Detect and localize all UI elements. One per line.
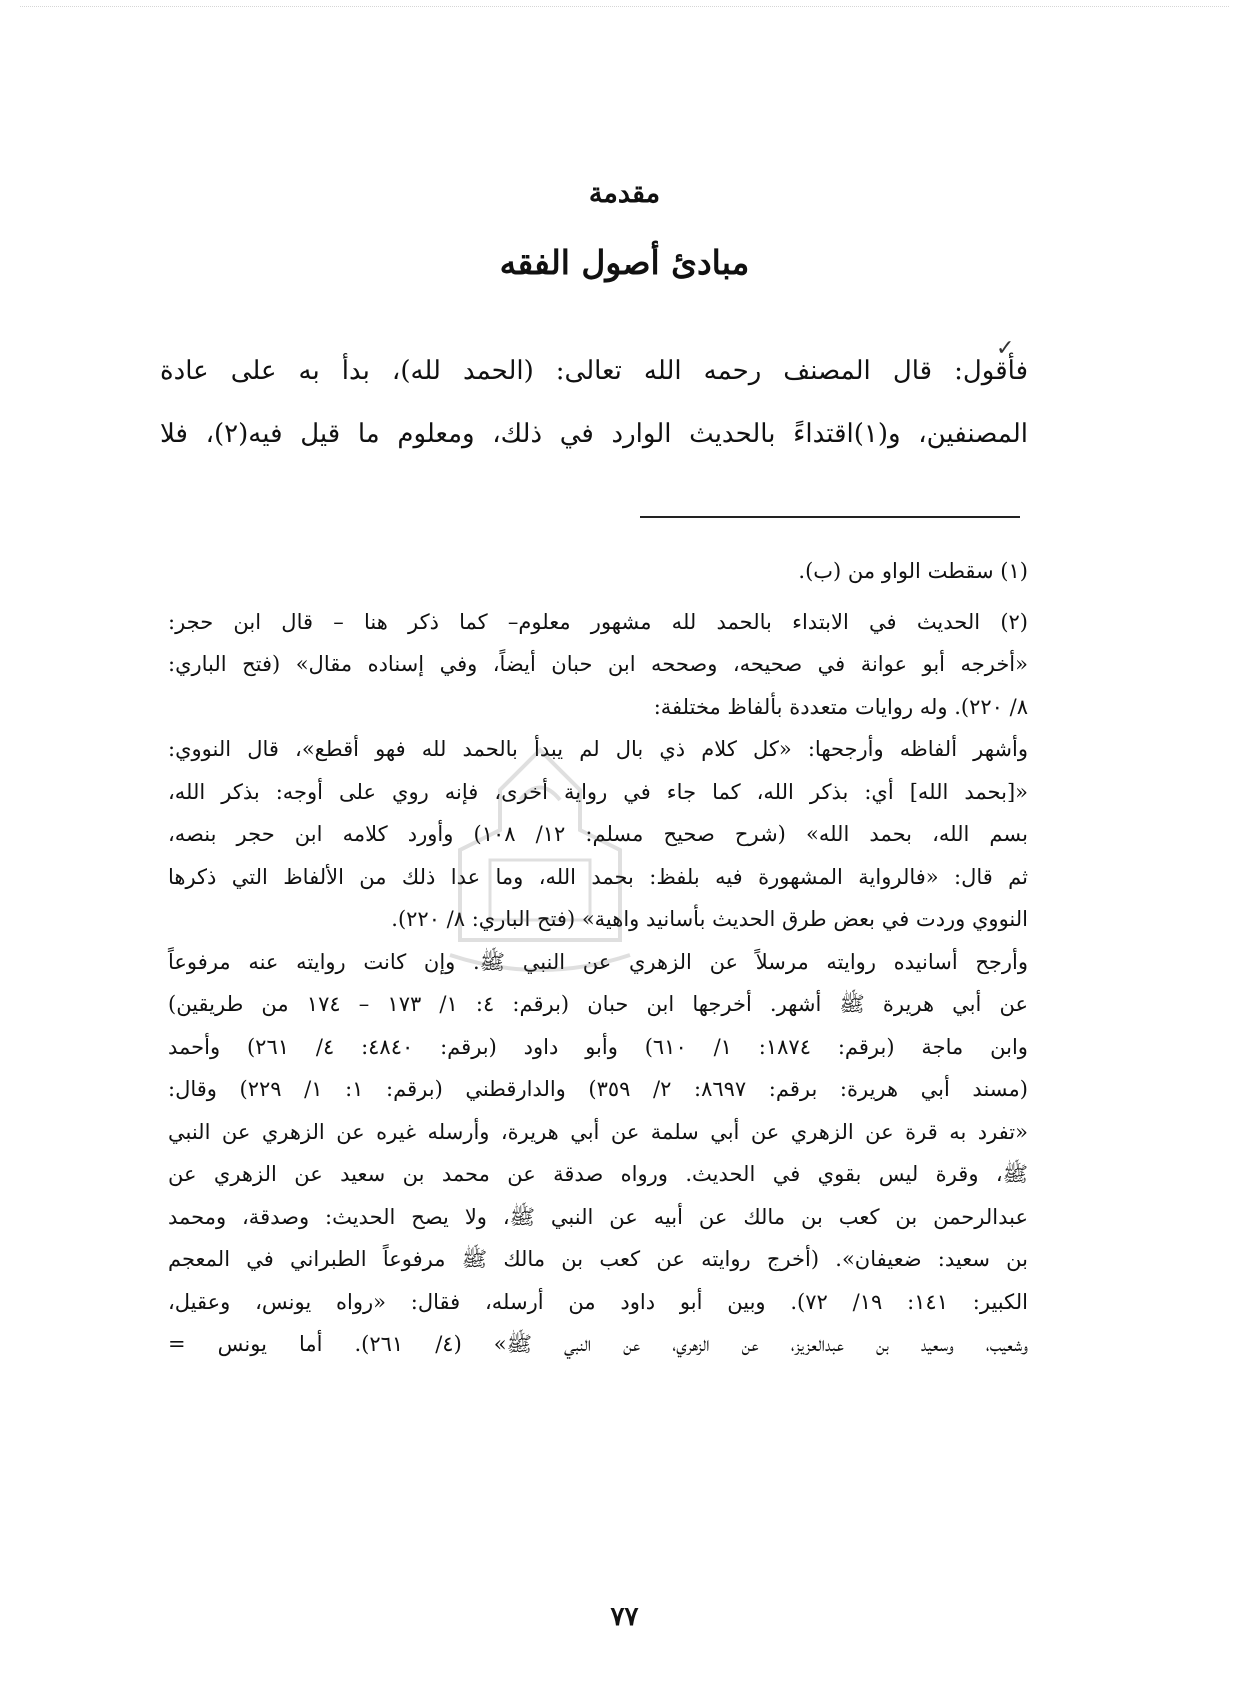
footnote-2-line: (مسند أبي هريرة: برقم: ٨٦٩٧: ٢/ ٣٥٩) والدارقطني (برقم: ١: ١/ ٢٢٩) وقال: <box>168 1077 1028 1101</box>
footnote-2-line: وأشهر ألفاظه وأرجحها: «كل كلام ذي بال لم يبدأ بالحمد لله فهو أقطع»، قال النووي: <box>168 737 1028 761</box>
footnote-2-line: بسم الله، بحمد الله» (شرح صحيح مسلم: ١٢/ ١٠٨) وأورد كلامه ابن حجر بنصه، <box>168 822 1028 846</box>
footnote-2-line: عن أبي هريرة ﷺ أشهر. أخرجها ابن حبان (برقم: ٤: ١/ ١٧٣ – ١٧٤ من طريقين) <box>168 992 1028 1016</box>
body-line: فأقول: قال المصنف رحمه الله تعالى: (الحمد لله)، بدأ به على عادة <box>160 356 1028 386</box>
footnote-2-line: ٨/ ٢٢٠). وله روايات متعددة بألفاظ مختلفة: <box>653 694 1028 719</box>
footnote-2-line: الكبير: ١٤١: ١٩/ ٧٢). وبين أبو داود من أرسله، فقال: «رواه يونس، وعقيل، <box>168 1289 1028 1314</box>
footnote-2-line: النووي وردت في بعض طرق الحديث بأسانيد واهية» (فتح الباري: ٨/ ٢٢٠). <box>391 907 1028 931</box>
section-title: مبادئ أصول الفقه <box>499 243 750 282</box>
footnote-2-line: ثم قال: «فالرواية المشهورة فيه بلفظ: بحمد الله، وما عدا ذلك من الألفاظ التي ذكرها <box>168 864 1028 889</box>
footnote-2-line: «تفرد به قرة عن الزهري عن أبي سلمة عن أبي هريرة، وأرسله غيره عن الزهري عن النبي <box>168 1119 1028 1144</box>
margin-annotation-icon: ✓ <box>996 336 1015 361</box>
page-number: ٧٧ <box>610 1602 639 1632</box>
footnote-2-line: ﷺ، وقرة ليس بقوي في الحديث. ورواه صدقة عن محمد بن سعيد عن الزهري عن <box>168 1162 1028 1186</box>
footnote-2-line: وابن ماجة (برقم: ١٨٧٤: ١/ ٦١٠) وأبو داود (برقم: ٤٨٤٠: ٤/ ٢٦١) وأحمد <box>168 1034 1028 1059</box>
footnote-2-line: بن سعيد: ضعيفان». (أخرج روايته عن كعب بن مالك ﷺ مرفوعاً الطبراني في المعجم <box>168 1247 1028 1271</box>
footnote-2-line: «[بحمد الله] أي: بذكر الله، كما جاء في رواية أخرى، فإنه روي على أوجه: بذكر الله، <box>168 779 1028 804</box>
footnote-separator <box>640 516 1020 518</box>
scan-artifact-strip <box>20 6 1229 13</box>
chapter-heading: مقدمة <box>588 178 661 209</box>
footnote-2-line: وأرجح أسانيده روايته مرسلاً عن الزهري عن النبي ﷺ. وإن كانت روايته عنه مرفوعاً <box>168 949 1028 974</box>
footnote-2-line: عبدالرحمن بن كعب بن مالك عن أبيه عن النبي ﷺ، ولا يصح الحديث: وصدقة، ومحمد <box>168 1204 1028 1229</box>
main-paragraph <box>160 340 1028 466</box>
library-stamp-watermark <box>430 740 650 980</box>
footnote-2-line: «أخرجه أبو عوانة في صحيحه، وصححه ابن حبان أيضاً، وفي إسناده مقال» (فتح الباري: <box>168 652 1028 676</box>
footnote-1: (١) سقطت الواو من (ب). <box>798 559 1028 583</box>
footnote-2-line: وشعيب، وسعيد بن عبدالعزيز، عن الزهري، عن النبي ﷺ» (٤/ ٢٦١). أما يونس = <box>168 1332 1028 1356</box>
footnote-2-line: (٢) الحديث في الابتداء بالحمد لله مشهور معلوم– كما ذكر هنا – قال ابن حجر: <box>168 609 1028 634</box>
body-line: المصنفين، و(١)اقتداءً بالحديث الوارد في ذلك، ومعلوم ما قيل فيه(٢)، فلا <box>160 419 1028 449</box>
